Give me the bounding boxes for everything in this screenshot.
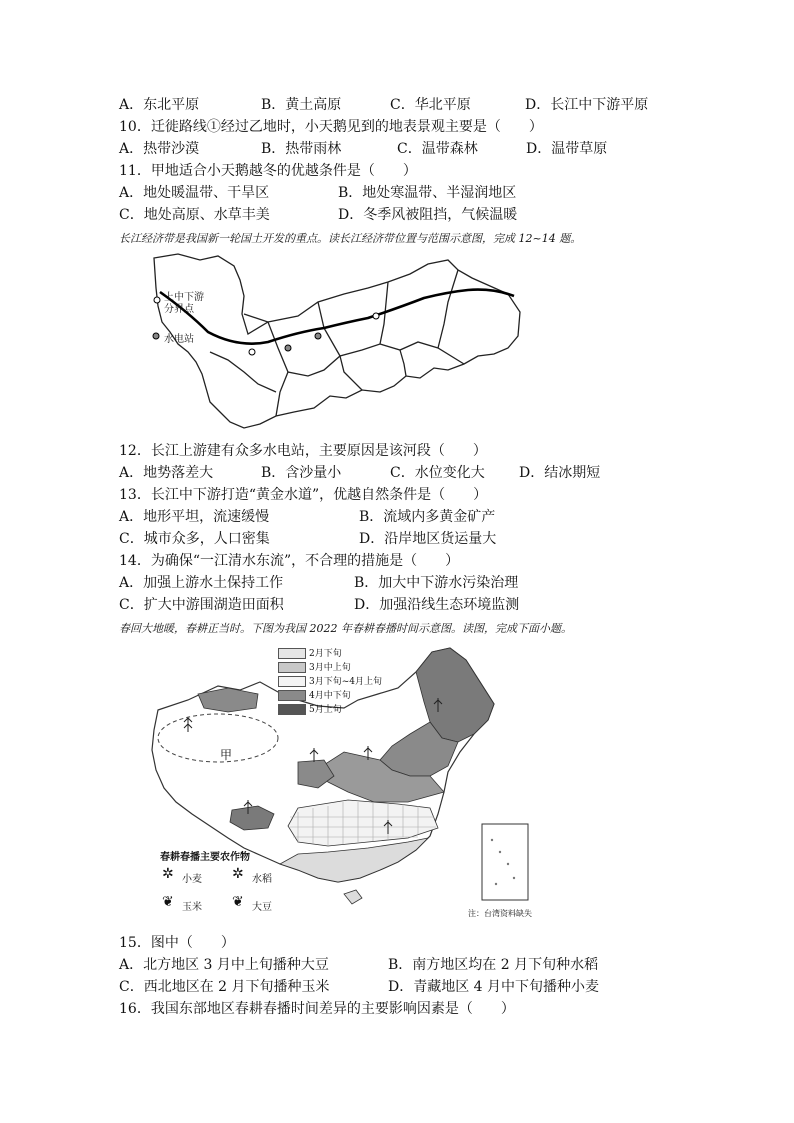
q14-option-d: D．加强沿线生态环境监测 [354, 597, 520, 613]
boundary-point-legend-icon [154, 297, 160, 303]
hydropower-legend-icon [153, 333, 159, 339]
q10-option-b: B．热带雨林 [261, 141, 342, 157]
q13-option-d: D．沿岸地区货运量大 [359, 531, 497, 547]
q13-option-b: B．流域内多黄金矿产 [359, 509, 496, 525]
taiwan-note: 注：台湾资料缺失 [468, 909, 532, 918]
q14-option-a: A．加强上游水土保持工作 [119, 575, 284, 591]
q13-stem: 13．长江中下游打造“黄金水道”，优越自然条件是（ ） [119, 487, 488, 503]
wheat-icon: ✲ [162, 866, 174, 882]
crops-legend-title: 春耕春播主要农作物 [160, 852, 250, 863]
legend-may-early: 5月上旬 [278, 702, 342, 715]
q10-option-a: A．热带沙漠 [119, 141, 200, 157]
q9-option-b: B．黄土高原 [261, 97, 342, 113]
spring-intro: 春回大地暖，春耕正当时。下图为我国 2022 年春耕春播时间示意图。读图，完成下面小题。 [119, 622, 572, 635]
corn-icon: ❦ [162, 894, 174, 910]
legend-apr-mid-late: 4月中下旬 [278, 688, 351, 701]
legend-boundary-point-label: 上中下游分界点 [164, 292, 204, 315]
q12-stem: 12．长江上游建有众多水电站，主要原因是该河段（ ） [119, 443, 487, 459]
q11-option-b: B．地处寒温带、半湿润地区 [338, 185, 517, 201]
crop-wheat-label: 小麦 [182, 874, 202, 885]
place-label-jia: 甲 [220, 748, 233, 762]
q14-option-c: C．扩大中游围湖造田面积 [119, 597, 284, 613]
q10-option-d: D．温带草原 [526, 141, 608, 157]
legend-mar-late-apr-early: 3月下旬~4月上旬 [278, 674, 382, 687]
q11-option-c: C．地处高原、水草丰美 [119, 207, 270, 223]
spring-planting-map [148, 642, 538, 924]
legend-hydropower-label: 水电站 [164, 334, 194, 345]
legend-mar-early: 3月中上旬 [278, 660, 351, 673]
q12-option-b: B．含沙量小 [261, 465, 342, 481]
q11-stem: 11．甲地适合小天鹅越冬的优越条件是（ ） [119, 163, 417, 179]
q15-option-b: B．南方地区均在 2 月下旬种水稻 [388, 957, 599, 973]
q9-option-c: C．华北平原 [390, 97, 471, 113]
q10-stem: 10．迁徙路线①经过乙地时，小天鹅见到的地表景观主要是（ ） [119, 119, 543, 135]
crop-rice-label: 水稻 [252, 874, 272, 885]
soybean-icon: ❦ [232, 894, 244, 910]
crop-corn-label: 玉米 [182, 902, 202, 913]
yangtze-map-graphic [148, 252, 528, 434]
crop-soybean-label: 大豆 [252, 902, 272, 913]
q11-option-a: A．地处暖温带、干旱区 [119, 185, 270, 201]
q13-option-c: C．城市众多，人口密集 [119, 531, 270, 547]
q12-option-c: C．水位变化大 [390, 465, 485, 481]
q15-option-d: D．青藏地区 4 月中下旬播种小麦 [388, 979, 600, 995]
q11-option-d: D．冬季风被阻挡，气候温暖 [338, 207, 518, 223]
q12-option-a: A．地势落差大 [119, 465, 214, 481]
q9-option-d: D．长江中下游平原 [525, 97, 649, 113]
q16-stem: 16．我国东部地区春耕春播时间差异的主要影响因素是（ ） [119, 1001, 515, 1017]
q13-option-a: A．地形平坦，流速缓慢 [119, 509, 270, 525]
q12-option-d: D．结冰期短 [519, 465, 601, 481]
yangtze-intro: 长江经济带是我国新一轮国土开发的重点。读长江经济带位置与范围示意图，完成 12~14 题。 [119, 232, 582, 245]
legend-feb-late: 2月下旬 [278, 646, 342, 659]
q15-option-a: A．北方地区 3 月中上旬播种大豆 [119, 957, 329, 973]
rice-icon: ✲ [232, 866, 244, 882]
q9-option-a: A．东北平原 [119, 97, 200, 113]
yangtze-economic-belt-map [148, 252, 528, 434]
q15-stem: 15．图中（ ） [119, 935, 235, 951]
q14-stem: 14．为确保“一江清水东流”，不合理的措施是（ ） [119, 553, 460, 569]
q14-option-b: B．加大中下游水污染治理 [354, 575, 519, 591]
q10-option-c: C．温带森林 [397, 141, 478, 157]
q15-option-c: C．西北地区在 2 月下旬播种玉米 [119, 979, 330, 995]
